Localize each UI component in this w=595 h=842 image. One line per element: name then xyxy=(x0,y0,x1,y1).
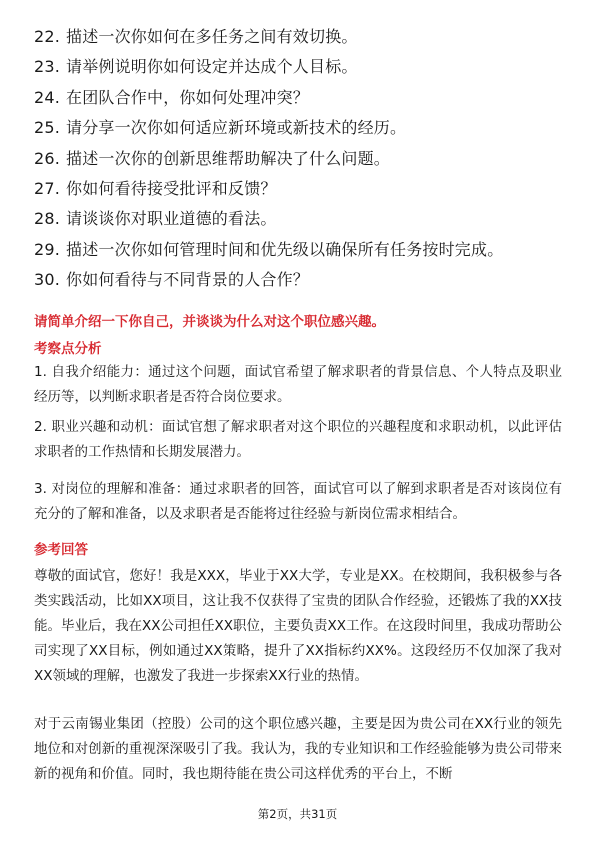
question-list xyxy=(34,22,564,296)
question-number: 30. xyxy=(34,270,61,290)
question-number: 28. xyxy=(34,209,61,229)
page-footer: 第2页，共31页 xyxy=(257,807,338,821)
answer-heading: 参考回答 xyxy=(34,542,88,558)
list-item xyxy=(34,144,564,174)
question-text: 描述一次你的创新思维帮助解决了什么问题。 xyxy=(66,148,391,168)
question-number: 24. xyxy=(34,87,61,107)
question-text: 你如何看待与不同背景的人合作？ xyxy=(66,270,310,290)
analysis-heading: 考察点分析 xyxy=(34,341,102,357)
answer-paragraph: 尊敬的面试官，您好！我是XXX，毕业于XX大学，专业是XX。在校期间，我积极参与各类实践活动，比如XX项目，这让我不仅获得了宝贵的团队合作经验，还锻炼了我的XX技能。毕业后，我在XX公司担任XX职位，主要负责XX工作。在这段时间里，我成功帮助公司实现了XX目标，例如通过XX策略，提升了XX指标约XX%。这段经历不仅加深了我对XX领域的理解，也激发了我进一步探索XX行业的热情。 xyxy=(34,568,562,684)
list-item xyxy=(34,235,564,265)
question-number: 25. xyxy=(34,118,61,138)
list-item xyxy=(34,52,564,82)
question-number: 27. xyxy=(34,178,61,198)
list-item xyxy=(34,22,564,52)
list-item xyxy=(34,174,564,204)
analysis-point: 3. 对岗位的理解和准备：通过求职者的回答，面试官可以了解到求职者是否对该岗位有充分的了解和准备，以及求职者是否能将过往经验与新岗位需求相结合。 xyxy=(34,481,562,522)
question-number: 29. xyxy=(34,239,61,259)
list-item xyxy=(34,83,564,113)
question-text: 在团队合作中，你如何处理冲突？ xyxy=(66,87,310,107)
question-text: 请谈谈你对职业道德的看法。 xyxy=(66,209,277,229)
list-item xyxy=(34,204,564,234)
analysis-point: 1. 自我介绍能力：通过这个问题，面试官希望了解求职者的背景信息、个人特点及职业经历等，以判断求职者是否符合岗位要求。 xyxy=(34,364,562,405)
question-text: 请分享一次你如何适应新环境或新技术的经历。 xyxy=(66,118,407,138)
question-number: 23. xyxy=(34,57,61,77)
list-item xyxy=(34,265,564,295)
question-number: 22. xyxy=(34,27,61,46)
question-text: 描述一次你如何管理时间和优先级以确保所有任务按时完成。 xyxy=(66,239,504,259)
question-number: 26. xyxy=(34,148,61,168)
analysis-point: 2. 职业兴趣和动机：面试官想了解求职者对这个职位的兴趣程度和求职动机，以此评估求职者的工作热情和长期发展潜力。 xyxy=(34,419,562,460)
answer-paragraph: 对于云南锡业集团（控股）公司的这个职位感兴趣，主要是因为贵公司在XX行业的领先地位和对创新的重视深深吸引了我。我认为，我的专业知识和工作经验能够为贵公司带来新的视角和价值。同时，我也期待能在贵公司这样优秀的平台上，不断 xyxy=(34,716,562,782)
list-item xyxy=(34,113,564,143)
featured-question: 请简单介绍一下你自己，并谈谈为什么对这个职位感兴趣。 xyxy=(34,314,385,330)
question-text: 描述一次你如何在多任务之间有效切换。 xyxy=(66,27,358,46)
question-text: 你如何看待接受批评和反馈？ xyxy=(66,178,277,198)
question-text: 请举例说明你如何设定并达成个人目标。 xyxy=(66,57,358,77)
